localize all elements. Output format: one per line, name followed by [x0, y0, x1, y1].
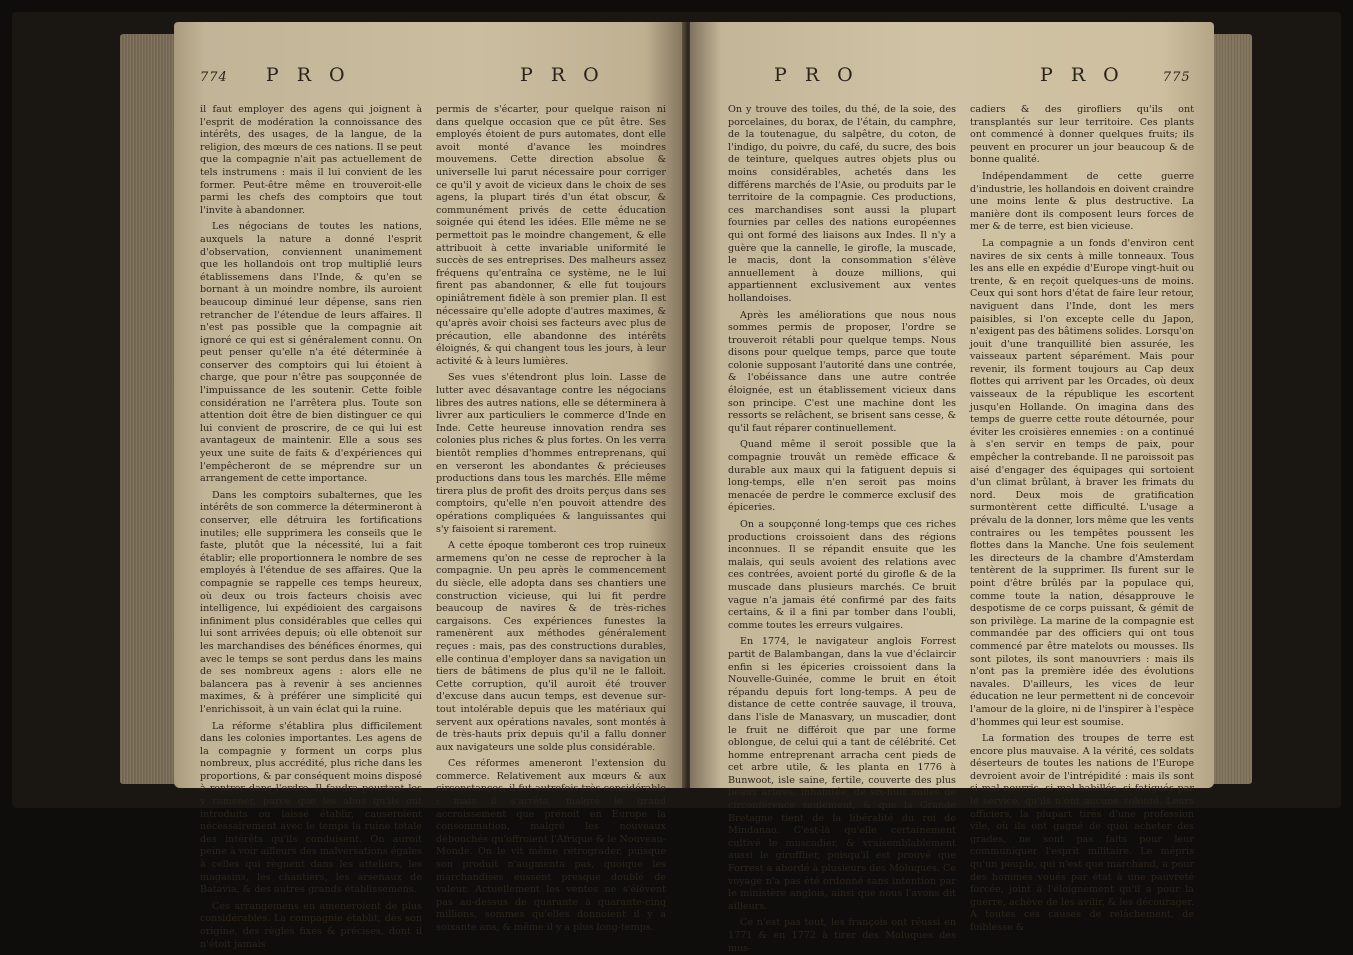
left-page-column-1: [200, 104, 422, 950]
left-running-head: [200, 64, 351, 94]
right-header-right: P R O: [1040, 64, 1125, 86]
paragraph: Ces arrangemens en ameneroient de plus considérables. La compagnie établit, dès son origine, des règles fixes & précises, dont il n'étoit jamais: [200, 900, 422, 950]
right-page-edges: [1212, 34, 1252, 784]
paragraph: On a soupçonné long-temps que ces riches productions croissoient dans des régions inconnues. Il se répandit ensuite que les malais, qui seuls avoient des relations avec ces contrées, avoient porté du girofle & de la muscade dans plusieurs marchés. Ce bruit vague n'a jamais été confirmé par des faits certains, & il a fini par tomber dans l'oubli, comme toutes les erreurs vulgaires.: [728, 519, 956, 631]
paragraph: permis de s'écarter, pour quelque raison ni dans quelque occasion que ce pût être. Ses employés étoient de purs automates, dont elle avoit monté d'avance les moindres mouvemens. Cette direction absolue & universelle lui parut nécessaire pour corriger ce qu'il y avoit de vicieux dans le choix de ses agens, la plupart tirés d'un état obscur, & communément privés de cette éducation soignée qui étend les idées. Elle même ne se permettoit pas le moindre changement, & elle attribuoit à cette invariable uniformité le succès de ses entreprises. Des malheurs assez fréquens qu'entraîna ce système, ne le lui firent pas abandonner, & elle fut toujours opiniâtrement fidèle à son premier plan. Il est nécessaire qu'elle adopte d'autres maximes, & qu'après avoir choisi ses facteurs avec plus de précaution, elle abandonne des intérêts éloignés, & qui changent tous les jours, à leur activité & à leurs lumières.: [436, 104, 666, 367]
left-page-edges: [120, 34, 176, 784]
left-page: [174, 22, 686, 950]
paragraph: Indépendamment de cette guerre d'industrie, les hollandois en doivent craindre une moins lente & plus destructive. La manière dont ils composent leurs forces de mer & de terre, est bien vicieuse.: [970, 170, 1194, 233]
left-page-column-2: [436, 104, 666, 933]
paragraph: Ces réformes ameneront l'extension du commerce. Relativement aux mœurs & aux circonstances, il fut autrefois très-considérable : mais il s'arrêta, malgré le grand accroissement que prenoit en Europe la consommation, malgré les nouveaux débouchés qu'offroient l'Afrique & le Nouveau-Monde. On le vit même rétrograder, puisque son produit n'augmenta pas, quoique les marchandises eussent presque doublé de valeur. Actuellement les ventes ne s'élèvent pas au-dessus de quarante à quarante-cinq millions, sommes qu'elles donnoient il y a soixante ans, & même il y a plus long-temps.: [436, 758, 666, 933]
paragraph: La réforme s'établira plus difficilement dans les colonies importantes. Les agens de la compagnie y forment un corps plus nombreux, plus accrédité, plus riche dans les proportions, & par conséquent moins disposé à rentrer dans l'ordre. Il faudra pourtant les y ramener, parce que les abus qu'ils ont introduits ou laissé établir, causeroient nécessairement avec le temps la ruine totale des intérêts qu'ils conduisent. On auroit peine à voir ailleurs des malversations égales à celles qui règnent dans les atteliers, les magasins, les chantiers, les arsenaux de Batavia, & des autres grands établissemens.: [200, 720, 422, 896]
paragraph: On y trouve des toiles, du thé, de la soie, des porcelaines, du borax, de l'étain, du camphre, de la toutenague, du salpêtre, du coton, de l'indigo, du poivre, du café, du sucre, des bois de teinture, quelques autres objets plus ou moins considérables, achetés dans les différens marchés de l'Asie, ou produits par le territoire de la compagnie. Ces productions, ces marchandises sont aussi la plupart fournies par celles des nations européennes qui ont formé des liaisons aux Indes. Il n'y a guère que la cannelle, le girofle, la muscade, le macis, dont la consommation s'élève annuellement à douze millions, qui appartiennent exclusivement aux ventes hollandoises.: [728, 104, 956, 304]
left-page-number: 774: [200, 70, 228, 85]
paragraph: A cette époque tomberont ces trop ruineux armemens qu'on ne cesse de reprocher à la compagnie. Un peu après le commencement du siècle, elle adopta dans ses chantiers une construction vicieuse, qui lui fit perdre beaucoup de navires & de très-riches cargaisons. Ces expériences funestes la ramenèrent aux méthodes généralement reçues : mais, pas des constructions durables, elle continua d'employer dans sa navigation un tiers de bâtimens de plus qu'il ne le falloit. Cette corruption, qu'il auroit été trouver d'excuse dans aucun temps, est devenue sur-tout intolérable depuis que les matériaux qui servent aux opérations navales, sont montés à de très-hauts prix depuis qu'il a fallu donner aux navigateurs une solde plus considérable.: [436, 540, 666, 753]
paragraph: En 1774, le navigateur anglois Forrest partit de Balambangan, dans la vue d'éclaircir enfin si les épiceries croissoient dans la Nouvelle-Guinée, comme le bruit en étoit répandu depuis fort long-temps. A peu de distance de cette contrée sauvage, il trouva, dans l'isle de Manasvary, un muscadier, dont le fruit ne différoit que par une forme oblongue, de celui qui a tant de célébrité. Cet homme entreprenant arracha cent pieds de cet arbre utile, & les planta en 1776 à Bunwoot, isle saine, fertile, couverte des plus beaux arbres, inhabitée, de six-huit milles de circonférence seulement, & que la Grande Bretagne tient de la libéralité du roi de Mindanao. C'est-là qu'elle certainement cultivé le muscadier, & vraisemblablement aussi le girofflier, puisqu'il est prouvé que Forrest a abordé à plusieurs des Moluques. Ce voyage n'a pas été ordonné sans intention par le ministère anglois, ainsi que nous l'avons dit ailleurs.: [728, 636, 956, 912]
paragraph: Dans les comptoirs subalternes, que les intérêts de son commerce la détermineront à conserver, elle détruira les fortifications inutiles; elle supprimera les conseils que le faste, plutôt que la nécessité, lui a fait établir; elle proportionnera le nombre de ses employés à l'étendue de ses affaires. Que la compagnie se rappelle ces temps heureux, où deux ou trois facteurs choisis avec intelligence, lui expédioient des cargaisons infiniment plus considérables que celles qui lui sont arrivées depuis; où elle obtenoit sur les marchandises des bénéfices énormes, qui avec le temps se sont perdus dans les mains de ses nombreux agens : alors elle ne balancera pas à revenir à ses anciennes maximes, & à préférer une simplicité qui l'enrichissoit, à un vain éclat qui la ruine.: [200, 489, 422, 715]
paragraph: Ses vues s'étendront plus loin. Lasse de lutter avec désavantage contre les négocians libres des autres nations, elle se déterminera à livrer aux particuliers le commerce d'Inde en Inde. Cette heureuse innovation rendra ses colonies plus riches & plus fortes. On les verra bientôt remplies d'hommes entreprenans, qui en verseront les abondantes & précieuses productions dans tous les marchés. Elle même tirera plus de profit des droits perçus dans ses comptoirs, qu'elle n'en pouvoit attendre des opérations compliquées & languissantes qui s'y faisoient si rarement.: [436, 372, 666, 535]
paragraph: Après les améliorations que nous nous sommes permis de proposer, l'ordre se trouveroit rétabli pour quelque temps. Nous disons pour quelque temps, parce que toute colonie supposant l'autorité dans une contrée, & l'obéissance dans une autre contrée éloignée, est un établissement vicieux dans son principe. C'est une machine dont les ressorts se relâchent, se brisent sans cesse, & qu'il faut réparer continuellement.: [728, 309, 956, 434]
right-running-head: [1040, 64, 1191, 94]
paragraph: il faut employer des agens qui joignent à l'esprit de modération la connoissance des intérêts, des usages, de la langue, de la religion, des mœurs de ces nations. Il se peut que la compagnie n'ait pas actuellement de tels instrumens : mais il lui convient de les former. Peut-être même en trouveroit-elle parmi les chefs des comptoirs que tout l'invite à abandonner.: [200, 104, 422, 216]
right-page-number: 775: [1162, 70, 1191, 85]
right-header-left: P R O: [774, 64, 859, 86]
right-page-column-1: [728, 104, 956, 954]
paragraph: Quand même il seroit possible que la compagnie trouvât un remède efficace & durable aux maux qui la fatiguent depuis si long-temps, elle n'en seroit pas moins menacée de perdre le commerce exclusif des épiceries.: [728, 439, 956, 514]
right-page-column-2: [970, 104, 1194, 933]
left-header-right: P R O: [520, 64, 605, 86]
paragraph: cadiers & des girofliers qu'ils ont transplantés sur leur territoire. Ces plants ont commencé à donner quelques fruits; ils peuvent en procurer un jour beaucoup & de bonne qualité.: [970, 104, 1194, 166]
paragraph: La formation des troupes de terre est encore plus mauvaise. A la vérité, ces soldats déserteurs de toutes les nations de l'Europe devroient avoir de l'intrépidité : mais ils sont si mal nourris, si mal habillés, si fatigués par le service, qu'ils n'ont aucune volonté. Leurs officiers, la plupart tirés d'une profession vile, où ils ont gagné de quoi acheter des grades, ne sont pas faits pour leur communiquer l'esprit militaire. Le mépris qu'un peuple, qui n'est que marchand, a pour des hommes voués par état à une pauvreté forcée, joint à l'éloignement qu'il a pour la guerre, achève de les avilir, & les décourager. A toutes ces causes de relâchement, de foiblesse &: [970, 733, 1194, 933]
paragraph: Les négocians de toutes les nations, auxquels la nature a donné l'esprit d'observation, conviennent unanimement que les hollandois ont trop multiplié leurs établissemens dans l'Inde, & qu'en se bornant à un moindre nombre, ils auroient beaucoup diminué leur dépense, sans rien retrancher de l'étendue de leurs affaires. Il n'est pas possible que la compagnie ait ignoré ce qui est si généralement connu. On peut penser qu'elle n'a été déterminée à conserver des comptoirs qui lui étoient à charge, que pour n'être pas soupçonnée de l'impuissance de les soutenir. Cette foible considération ne l'arrêtera plus. Toute son attention doit être de bien distinguer ce qui lui convient de proscrire, de ce qui lui est avantageux de maintenir. Elle a sous ses yeux une suite de faits & d'expériences qui l'empêcheront de se méprendre sur un arrangement de cette importance.: [200, 221, 422, 485]
paragraph: Ce n'est pas tout, les françois ont réussi en 1771 & en 1772 à tirer des Moluques des mus-: [728, 917, 956, 954]
left-header-left: P R O: [265, 64, 351, 86]
paragraph: La compagnie a un fonds d'environ cent navires de six cents à mille tonneaux. Tous les ans elle en expédie d'Europe vingt-huit ou trente, & en reçoit quelques-uns de moins. Ceux qui sont hors d'état de faire leur retour, naviguent dans l'Inde, dont les mers paisibles, si l'on excepte celle du Japon, n'exigent pas des bâtimens solides. Lorsqu'on jouit d'une tranquillité bien assurée, les vaisseaux partent séparément. Mais pour revenir, ils forment toujours au Cap deux flottes qui arrivent par les Orcades, où deux vaisseaux de la république les escortent jusqu'en Hollande. On imagina dans des temps de guerre cette route détournée, pour éviter les croisières ennemies : on a continué à s'en servir en temps de paix, pour empêcher la contrebande. Il ne paroissoit pas aisé d'engager des équipages qui sortoient d'un climat brûlant, à braver les frimats du nord. Deux mois de gratification surmontèrent cette difficulté. L'usage a prévalu de la donner, lors même que les vents contraires ou les tempêtes poussent les flottes dans la Manche. Une fois seulement les directeurs de la chambre d'Amsterdam tentèrent de la supprimer. Ils furent sur le point d'être brûlés par la populace qui, comme toute la nation, désapprouve le despotisme de ce corps puissant, & gémit de son privilège. La marine de la compagnie est commandée par des officiers qui ont tous commencé par être matelots ou mousses. Ils sont pilotes, ils sont manouvriers : mais ils n'ont pas la première idée des évolutions navales. D'ailleurs, les vices de leur éducation ne leur permettent ni de concevoir l'amour de la gloire, ni de l'inspirer à l'espèce d'hommes qui leur est soumise.: [970, 237, 1194, 728]
right-page: [690, 22, 1214, 954]
